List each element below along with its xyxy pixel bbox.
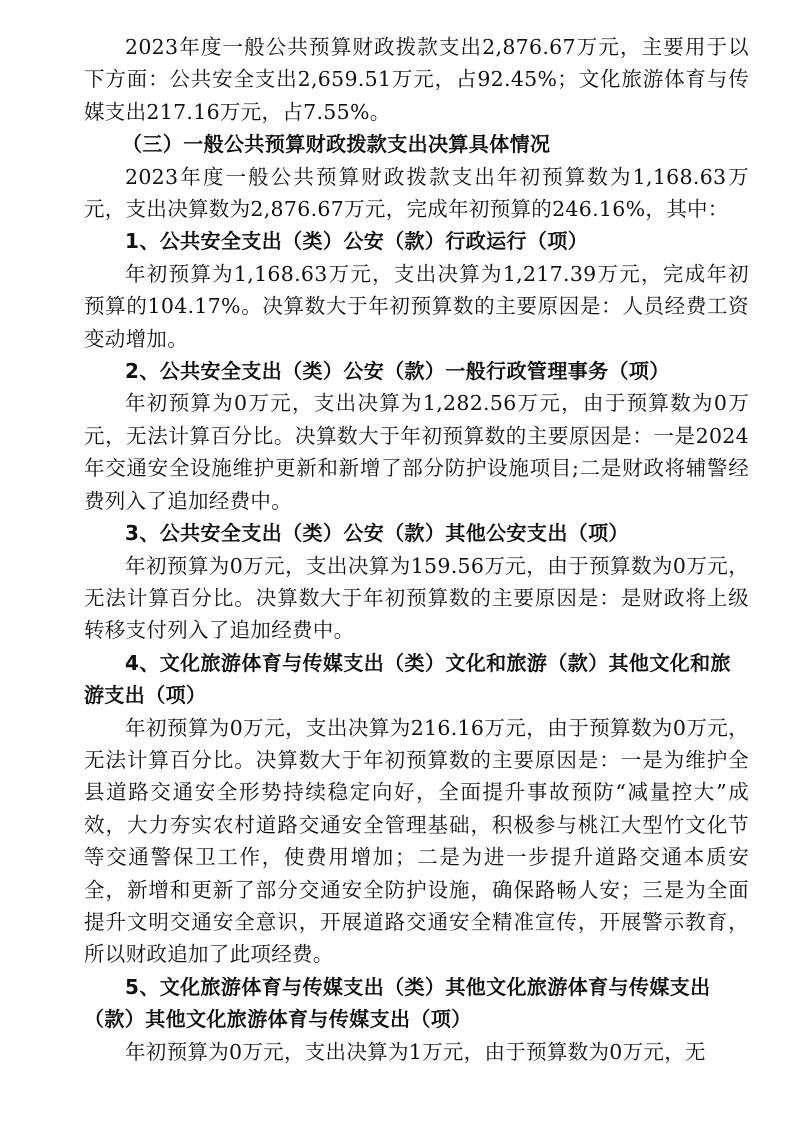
paragraph-budget-overview: 2023年度一般公共预算财政拨款支出年初预算数为1,168.63万元，支出决算数为2,876.67万元，完成年初预算的246.16%，其中： [84, 164, 749, 222]
paragraph-expenditure-summary: 2023年度一般公共预算财政拨款支出2,876.67万元，主要用于以下方面：公共安全支出2,659.51万元，占92.45%；文化旅游体育与传媒支出217.16万元，占7.55%。 [84, 35, 749, 124]
item-heading-3: 3、公共安全支出（类）公安（款）其他公安支出（项） [125, 521, 629, 546]
paragraph-item-2: 年初预算为0万元，支出决算为1,282.56万元，由于预算数为0万元，无法计算百分比。决算数大于年初预算数的主要原因是：一是2024年交通安全设施维护更新和新增了部分防护设施项目;二是财政将辅警经费列入了追加经费中。 [84, 391, 749, 513]
paragraph-item-4: 年初预算为0万元，支出决算为216.16万元，由于预算数为0万元，无法计算百分比。决算数大于年初预算数的主要原因是：一是为维护全县道路交通安全形势持续稳定向好，全面提升事故预防“减量控大”成效，大力夯实农村道路交通安全管理基础，积极参与桃江大型竹文化节等交通警保卫工作，使费用增加；二是为进一步提升道路交通本质安全，新增和更新了部分交通安全防护设施，确保路畅人安；三是为全面提升文明交通安全意识，开展道路交通安全精准宣传，开展警示教育，所以财政追加了此项经费。 [84, 715, 749, 967]
item-heading-4: 4、文化旅游体育与传媒支出（类）文化和旅游（款）其他文化和旅游支出（项） [84, 650, 731, 708]
section-heading-3: （三）一般公共预算财政拨款支出决算具体情况 [122, 132, 551, 157]
item-heading-2: 2、公共安全支出（类）公安（款）一般行政管理事务（项） [125, 359, 670, 384]
paragraph-item-3: 年初预算为0万元，支出决算为159.56万元，由于预算数为0万元，无法计算百分比。决算数大于年初预算数的主要原因是：是财政将上级转移支付列入了追加经费中。 [84, 553, 749, 643]
item-heading-5: 5、文化旅游体育与传媒支出（类）其他文化旅游体育与传媒支出（款）其他文化旅游体育与传媒支出（项） [84, 974, 711, 1032]
paragraph-item-1: 年初预算为1,168.63万元，支出决算为1,217.39万元，完成年初预算的104.17%。决算数大于年初预算数的主要原因是：人员经费工资变动增加。 [84, 261, 749, 351]
item-heading-1: 1、公共安全支出（类）公安（款）行政运行（项） [125, 229, 589, 254]
paragraph-item-5: 年初预算为0万元，支出决算为1万元，由于预算数为0万元，无 [125, 1039, 706, 1064]
